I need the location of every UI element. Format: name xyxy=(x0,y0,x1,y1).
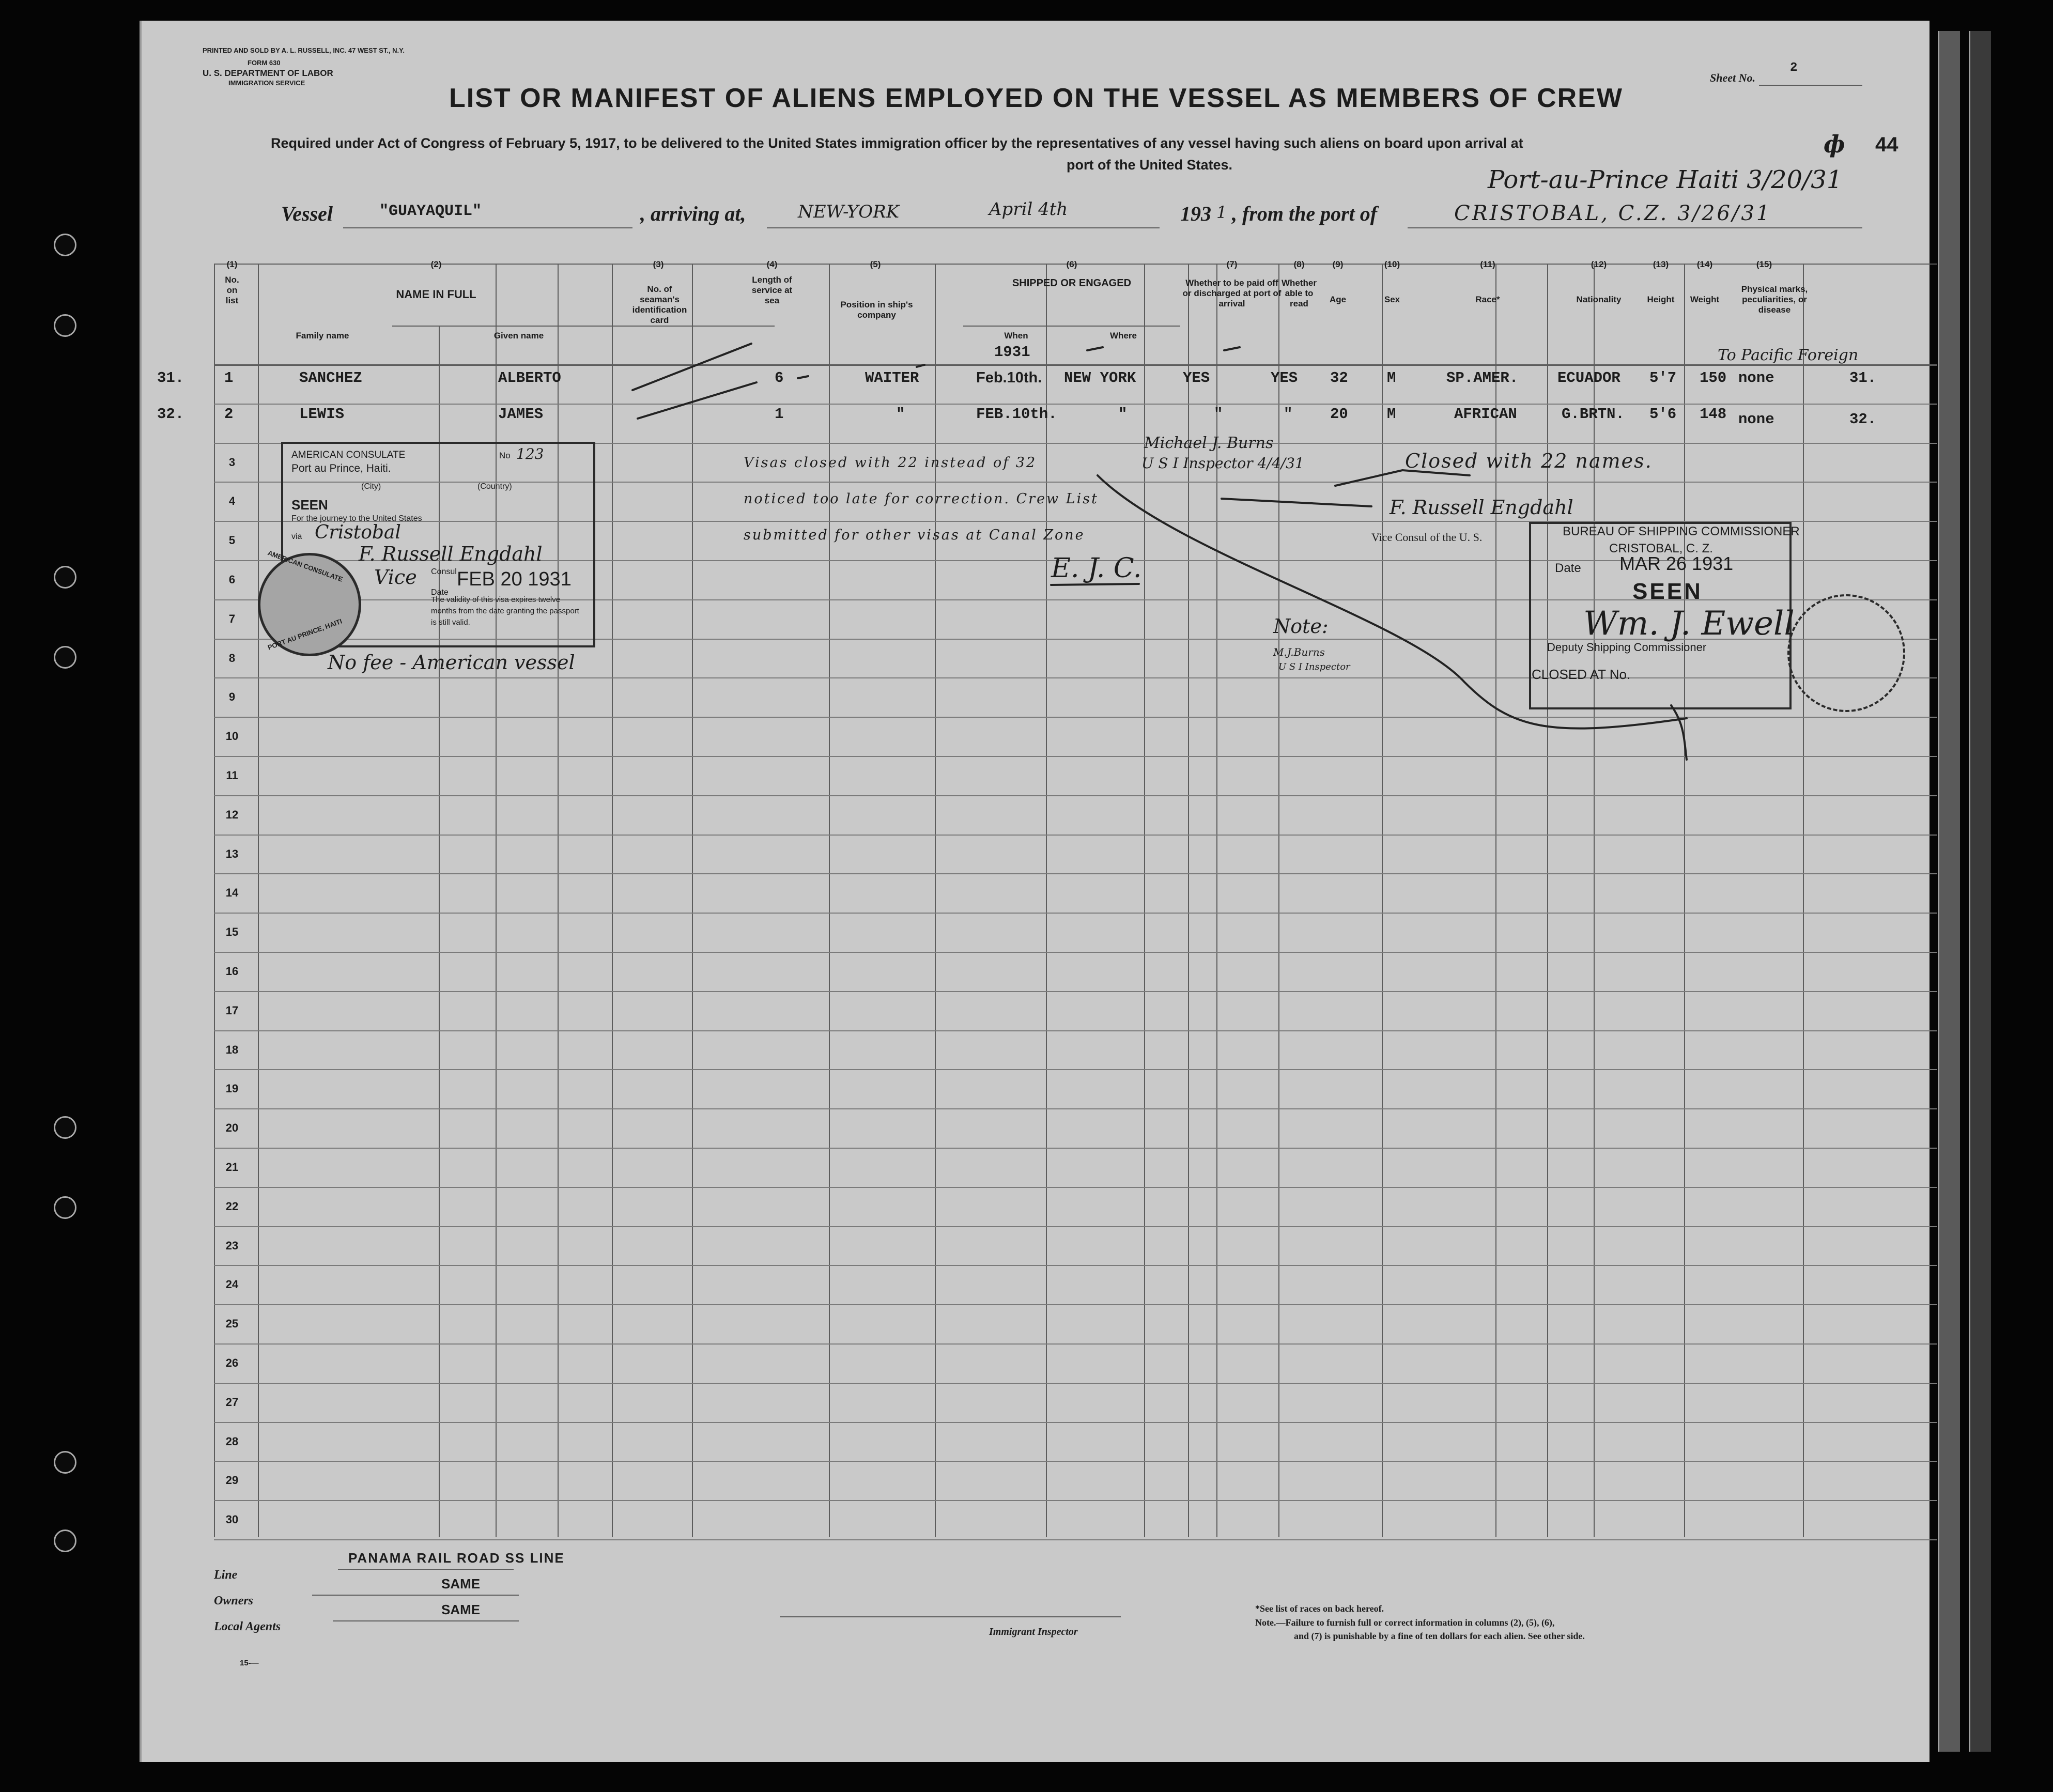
col-num-1: (1) xyxy=(226,259,238,269)
row-number: 8 xyxy=(228,652,236,665)
col-header-weight: Weight xyxy=(1690,295,1720,304)
binder-hole xyxy=(54,1116,76,1139)
entry-left-number: 32. xyxy=(157,406,184,423)
consulate-stamp-seen: SEEN xyxy=(291,497,328,513)
paid-off: YES xyxy=(1183,369,1210,387)
consulate-stamp-number: 123 xyxy=(516,445,544,462)
position: WAITER xyxy=(865,369,919,387)
physical-marks: none xyxy=(1738,411,1774,428)
col-header-id-card: No. of seaman's identification card xyxy=(632,284,687,325)
consulate-stamp-via-value: Cristobal xyxy=(315,522,401,543)
vessel-name: "GUAYAQUIL" xyxy=(379,203,482,220)
bottom-form-code: 15-— xyxy=(240,1659,259,1667)
row-number: 25 xyxy=(225,1317,239,1330)
col-num-3: (3) xyxy=(653,259,664,269)
row-number: 7 xyxy=(228,612,236,625)
entry-right-number: 31. xyxy=(1849,369,1877,387)
inspector-title: U S I Inspector 4/4/31 xyxy=(1141,455,1304,472)
row-number: 10 xyxy=(225,730,239,743)
row-number: 14 xyxy=(225,886,239,899)
col-num-6: (6) xyxy=(1066,259,1077,269)
consulate-seal-bottom: PORT AU PRINCE, HAITI xyxy=(267,617,343,652)
visa-note-1: Visas closed with 22 instead of 32 xyxy=(744,455,1037,471)
entry-left-number: 31. xyxy=(157,369,184,387)
col-header-nationality: Nationality xyxy=(1576,295,1622,304)
shipping-stamp-date-label: Date xyxy=(1555,561,1581,575)
weight: 150 xyxy=(1700,369,1727,387)
no-fee-note: No fee - American vessel xyxy=(328,651,575,674)
col-header-able-to-read: Whether able to read xyxy=(1282,278,1317,308)
vessel-label: Vessel xyxy=(281,202,333,225)
family-name: LEWIS xyxy=(299,406,345,423)
row-number: 27 xyxy=(225,1396,239,1409)
row-number: 29 xyxy=(225,1474,239,1487)
col-header-family-name: Family name xyxy=(296,331,349,341)
shipped-when: FEB.10th. xyxy=(976,406,1057,423)
visa-note-3: submitted for other visas at Canal Zone xyxy=(744,527,1085,543)
consulate-stamp-validity: The validity of this visa expires twelve months from the date granting the passport is still valid. xyxy=(431,595,579,627)
row-number: 23 xyxy=(225,1239,239,1252)
consulate-stamp-country-label: (Country) xyxy=(477,482,512,491)
col-num-9: (9) xyxy=(1332,259,1344,269)
row-number: 16 xyxy=(225,965,239,978)
col-num-13: (13) xyxy=(1653,259,1669,269)
height: 5'6 xyxy=(1649,406,1677,423)
row-number: 15 xyxy=(225,925,239,938)
col-num-12: (12) xyxy=(1591,259,1607,269)
shipped-when: Feb.10th. xyxy=(976,369,1042,386)
length-of-service: 1 xyxy=(775,406,784,423)
vice-consul-title: Vice Consul of the U. S. xyxy=(1371,531,1483,544)
arriving-port: NEW-YORK xyxy=(798,202,900,222)
given-name: JAMES xyxy=(498,406,544,423)
shipping-stamp-seen: SEEN xyxy=(1632,579,1703,604)
given-name: ALBERTO xyxy=(498,369,561,387)
col-num-11: (11) xyxy=(1480,259,1495,269)
binder-hole xyxy=(54,646,76,669)
consulate-stamp-no-label: No xyxy=(499,451,511,460)
vice-consul-signature: F. Russell Engdahl xyxy=(1390,496,1573,519)
sheet-number: 2 xyxy=(1790,61,1798,75)
col-header-when: When xyxy=(1004,331,1028,341)
page-title: LIST OR MANIFEST OF ALIENS EMPLOYED ON THE VESSEL AS MEMBERS OF CREW xyxy=(449,83,1623,113)
consulate-stamp-consul: Consul xyxy=(431,567,457,576)
row-number: 11 xyxy=(226,769,238,782)
weight: 148 xyxy=(1700,406,1727,423)
arrival-date: April 4th xyxy=(989,199,1068,220)
port-line-1: Port-au-Prince Haiti 3/20/31 xyxy=(1488,165,1843,194)
col-header-where: Where xyxy=(1110,331,1137,341)
shipping-stamp-closed: CLOSED AT No. xyxy=(1532,667,1631,682)
pen-strokes xyxy=(142,21,1929,1762)
from-port-label: , from the port of xyxy=(1232,202,1378,225)
consulate-stamp-date-label: Date xyxy=(431,588,449,597)
row-number: 22 xyxy=(225,1200,239,1213)
note-label: Note: xyxy=(1273,615,1329,638)
sex: M xyxy=(1387,369,1396,387)
port-line-2: CRISTOBAL, C.Z. 3/26/31 xyxy=(1454,202,1772,225)
position: " xyxy=(896,406,905,423)
shipped-where: " xyxy=(1118,406,1128,423)
shipping-stamp-signature: Wm. J. Ewell xyxy=(1583,605,1795,643)
row-number: 5 xyxy=(228,534,236,547)
race-note: *See list of races on back hereof. xyxy=(1255,1603,1384,1614)
col-num-5: (5) xyxy=(870,259,881,269)
list-number: 2 xyxy=(224,406,234,423)
col-num-4: (4) xyxy=(766,259,778,269)
col-num-8: (8) xyxy=(1293,259,1305,269)
note-title: U S I Inspector xyxy=(1278,661,1350,672)
row-number: 17 xyxy=(225,1004,239,1017)
subtitle-line-2: port of the United States. xyxy=(1067,157,1233,173)
nationality: ECUADOR xyxy=(1557,369,1620,387)
consulate-stamp-date: FEB 20 1931 xyxy=(457,568,572,590)
height: 5'7 xyxy=(1649,369,1677,387)
manifest-page xyxy=(140,21,1929,1762)
nationality: G.BRTN. xyxy=(1562,406,1625,423)
closed-note: Closed with 22 names. xyxy=(1405,450,1653,472)
row-number: 9 xyxy=(228,690,236,703)
col-num-14: (14) xyxy=(1696,259,1713,269)
row-number: 24 xyxy=(225,1278,239,1291)
col-num-10: (10) xyxy=(1384,259,1400,269)
line-value: PANAMA RAIL ROAD SS LINE xyxy=(348,1550,565,1566)
owners-label: Owners xyxy=(214,1594,254,1608)
consulate-stamp-signature: F. Russell Engdahl xyxy=(359,543,543,565)
arrival-year-suffix: 1 xyxy=(1216,203,1227,222)
row-number: 19 xyxy=(225,1082,239,1095)
col-header-name-in-full: NAME IN FULL xyxy=(396,288,476,301)
subtitle-line-1: Required under Act of Congress of February 5, 1917, to be delivered to the United States immigration officer by the representatives of any vessel having such aliens on board upon arrival at xyxy=(271,135,1523,151)
consulate-stamp-journey: For the journey to the United States xyxy=(291,514,422,523)
col-header-no-on-list: No. on list xyxy=(225,275,239,305)
shipping-stamp-line-1: BUREAU OF SHIPPING COMMISSIONER xyxy=(1563,524,1800,538)
col-num-15: (15) xyxy=(1756,259,1772,269)
corner-scribble: ф xyxy=(1824,130,1845,158)
consulate-stamp-via-label: via xyxy=(291,532,302,541)
able-to-read: YES xyxy=(1271,369,1298,387)
agents-value: SAME xyxy=(441,1602,481,1617)
physical-marks: none xyxy=(1738,369,1774,387)
col-header-physical-marks: Physical marks, peculiarities, or disease xyxy=(1741,284,1808,315)
col-header-position: Position in ship's company xyxy=(840,300,913,320)
race: AFRICAN xyxy=(1454,406,1517,423)
binder-hole xyxy=(54,1451,76,1474)
col-header-shipped-or-engaged: SHIPPED OR ENGAGED xyxy=(1012,277,1132,289)
marks-note: To Pacific Foreign xyxy=(1718,346,1859,364)
col-num-2: (2) xyxy=(430,259,442,269)
row-number: 18 xyxy=(225,1043,239,1056)
row-number: 20 xyxy=(225,1121,239,1134)
sex: M xyxy=(1387,406,1396,423)
row-number: 26 xyxy=(225,1356,239,1369)
binder-hole xyxy=(54,314,76,337)
length-of-service: 6 xyxy=(775,369,784,387)
agents-label: Local Agents xyxy=(214,1620,281,1633)
penalty-note-1: Note.—Failure to furnish full or correct information in columns (2), (5), (6), xyxy=(1255,1617,1555,1628)
age: 32 xyxy=(1330,369,1348,387)
sheet-label: Sheet No. xyxy=(1710,71,1755,84)
initials: E. J. C. xyxy=(1051,553,1142,584)
owners-value: SAME xyxy=(441,1576,481,1592)
binder-edge xyxy=(1938,31,1960,1752)
col-header-sex: Sex xyxy=(1384,295,1400,304)
family-name: SANCHEZ xyxy=(299,369,362,387)
col-header-paid-off: Whether to be paid off or discharged at port of arrival xyxy=(1182,278,1282,308)
shipped-year: 1931 xyxy=(994,344,1030,361)
consulate-stamp-line-2: Port au Prince, Haiti. xyxy=(291,462,391,474)
row-number: 3 xyxy=(228,456,236,469)
binder-hole xyxy=(54,1196,76,1219)
col-header-length-of-service: Length of service at sea xyxy=(751,275,793,305)
inspector-signature: Michael J. Burns xyxy=(1144,434,1274,452)
paid-off: " xyxy=(1214,406,1223,423)
binder-hole xyxy=(54,234,76,256)
penalty-note-2: and (7) is punishable by a fine of ten dollars for each alien. See other side. xyxy=(1294,1631,1585,1641)
col-header-age: Age xyxy=(1329,295,1347,304)
col-header-height: Height xyxy=(1647,295,1675,304)
shipped-where: NEW YORK xyxy=(1064,369,1136,387)
col-header-given-name: Given name xyxy=(493,331,544,341)
note-signature: M.J.Burns xyxy=(1273,646,1325,658)
department-name: U. S. DEPARTMENT OF LABOR xyxy=(203,68,333,78)
consulate-stamp-line-1: AMERICAN CONSULATE xyxy=(291,450,406,460)
row-number: 21 xyxy=(225,1161,239,1173)
binder-hole xyxy=(54,566,76,589)
consulate-seal-top: AMERICAN CONSULATE xyxy=(267,549,344,583)
form-number: FORM 630 xyxy=(248,59,281,67)
list-number: 1 xyxy=(224,369,234,387)
shipping-stamp-line-2: CRISTOBAL, C. Z. xyxy=(1609,542,1713,555)
able-to-read: " xyxy=(1284,406,1293,423)
age: 20 xyxy=(1330,406,1348,423)
line-label: Line xyxy=(214,1568,238,1582)
corner-number: 44 xyxy=(1875,133,1898,156)
consulate-stamp-vice: Vice xyxy=(374,566,417,589)
immigrant-inspector-label: Immigrant Inspector xyxy=(989,1626,1078,1637)
printer-note: PRINTED AND SOLD BY A. L. RUSSELL, INC. 47 WEST ST., N.Y. xyxy=(203,47,405,54)
shipping-stamp-date: MAR 26 1931 xyxy=(1619,553,1734,574)
arrival-year-prefix: 193 xyxy=(1180,202,1211,225)
row-number: 30 xyxy=(225,1513,239,1526)
row-number: 12 xyxy=(225,808,239,821)
row-number: 28 xyxy=(225,1435,239,1448)
row-number: 4 xyxy=(228,495,236,507)
col-header-race: Race* xyxy=(1475,295,1500,304)
consulate-stamp-city-label: (City) xyxy=(361,482,381,491)
shipping-stamp-title: Deputy Shipping Commissioner xyxy=(1547,641,1707,654)
visa-note-2: noticed too late for correction. Crew List xyxy=(744,491,1099,507)
arriving-label: , arriving at, xyxy=(640,202,746,225)
race: SP.AMER. xyxy=(1446,369,1519,387)
binder-hole xyxy=(54,1530,76,1552)
entry-right-number: 32. xyxy=(1849,411,1877,428)
binder-edge xyxy=(1969,31,1991,1752)
service-name: IMMIGRATION SERVICE xyxy=(228,79,305,87)
row-number: 6 xyxy=(228,573,236,586)
col-num-7: (7) xyxy=(1226,259,1238,269)
row-number: 13 xyxy=(225,847,239,860)
